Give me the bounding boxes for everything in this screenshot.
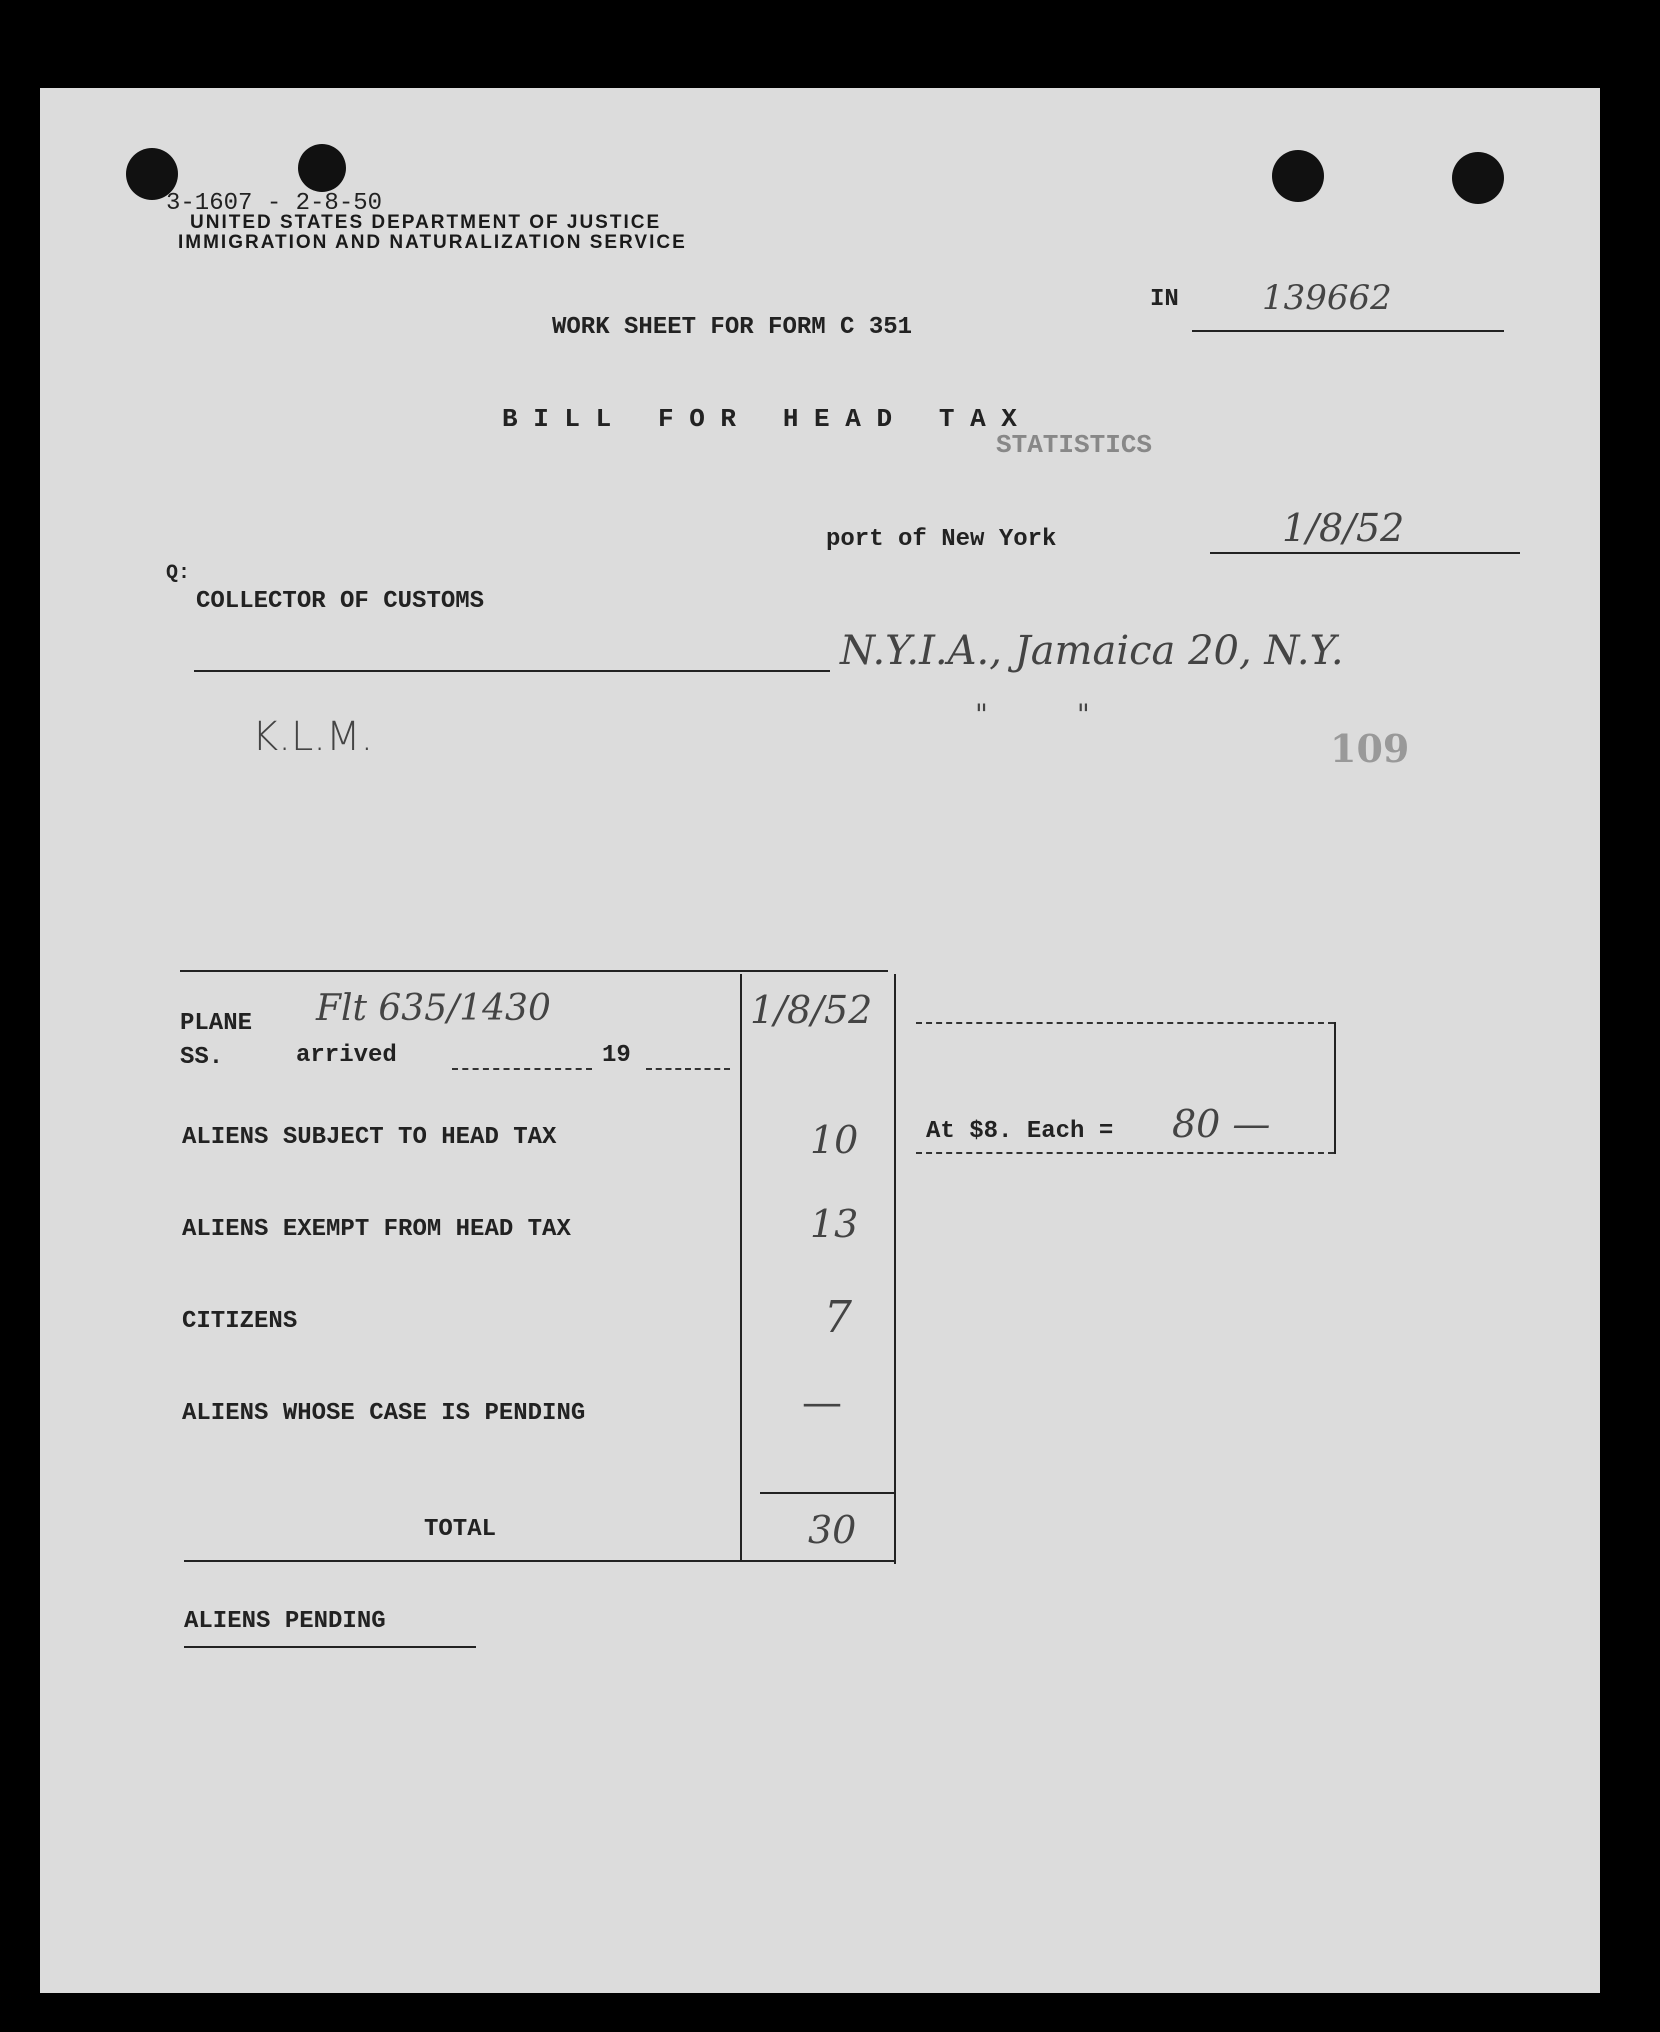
- document-sheet: [40, 88, 1600, 1993]
- ss-label: SS.: [180, 1044, 224, 1071]
- row-value: 10: [810, 1118, 859, 1162]
- port-date-underline: [1210, 552, 1520, 554]
- table-bottom-rule: [184, 1560, 896, 1562]
- collector-label: COLLECTOR OF CUSTOMS: [196, 588, 485, 615]
- punch-hole: [1272, 150, 1324, 202]
- aliens-pending-label: ALIENS PENDING: [184, 1608, 386, 1635]
- to-label: Q:: [166, 562, 191, 585]
- bill-title: B I L L F O R H E A D T A X: [502, 404, 1017, 434]
- row-label: ALIENS EXEMPT FROM HEAD TAX: [182, 1216, 571, 1243]
- department-name: UNITED STATES DEPARTMENT OF JUSTICE: [190, 212, 662, 233]
- arrived-label: arrived: [296, 1042, 397, 1069]
- table-divider: [740, 974, 742, 1560]
- aliens-pending-underline: [184, 1646, 476, 1648]
- rate-box-top: [916, 1022, 1334, 1024]
- statistics-stamp: STATISTICS: [996, 430, 1153, 460]
- rate-box-bottom: [916, 1152, 1334, 1154]
- row-label: CITIZENS: [182, 1308, 298, 1335]
- rate-amount: 80 —: [1172, 1102, 1271, 1146]
- arrival-date: 1/8/52: [750, 988, 873, 1032]
- ditto-marks: " ": [975, 698, 1090, 731]
- rate-box-right: [1334, 1022, 1336, 1154]
- year-blank-line: [646, 1068, 730, 1070]
- table-right-edge: [894, 974, 896, 1564]
- in-label: IN: [1150, 286, 1179, 313]
- port-label: port of New York: [826, 526, 1057, 553]
- collector-underline: [194, 670, 830, 672]
- row-value: —: [802, 1380, 842, 1426]
- rate-label: At $8. Each =: [926, 1118, 1114, 1145]
- in-number-underline: [1192, 330, 1504, 332]
- total-value: 30: [808, 1508, 857, 1552]
- work-sheet-title: WORK SHEET FOR FORM C 351: [552, 314, 913, 341]
- punch-hole: [298, 144, 346, 192]
- year-prefix: 19: [602, 1042, 631, 1069]
- in-number: 139662: [1262, 278, 1392, 318]
- row-label: ALIENS SUBJECT TO HEAD TAX: [182, 1124, 557, 1151]
- total-label: TOTAL: [424, 1516, 497, 1543]
- row-value: 7: [824, 1292, 852, 1343]
- row-value: 13: [810, 1202, 859, 1246]
- punch-hole: [1452, 152, 1504, 204]
- table-top-rule: [180, 970, 888, 972]
- carrier-handwritten: K.L.M.: [252, 714, 374, 760]
- service-name: IMMIGRATION AND NATURALIZATION SERVICE: [178, 232, 687, 253]
- arrived-blank-line: [452, 1068, 592, 1070]
- form-code: 3-1607 - 2-8-50: [166, 190, 383, 217]
- location-handwritten: N.Y.I.A., Jamaica 20, N.Y.: [840, 628, 1344, 674]
- page-number: 109: [1330, 726, 1410, 771]
- row-label: ALIENS WHOSE CASE IS PENDING: [182, 1400, 586, 1427]
- plane-label: PLANE: [180, 1010, 253, 1037]
- port-date: 1/8/52: [1282, 506, 1405, 550]
- flight-handwritten: Flt 635/1430: [316, 988, 551, 1029]
- total-rule: [760, 1492, 894, 1494]
